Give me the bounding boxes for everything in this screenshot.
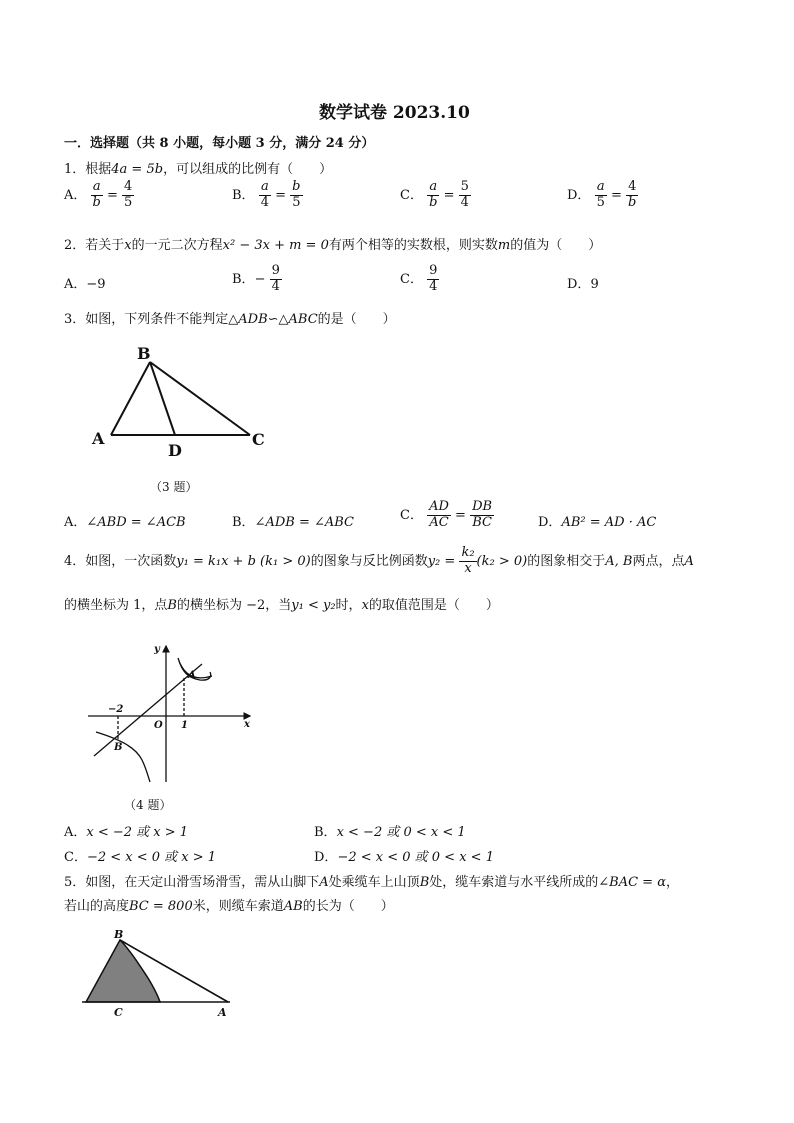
q3-similarity: △ADB∽△ABC — [228, 312, 318, 327]
label-a: A — [188, 670, 196, 681]
label-c: C — [252, 430, 265, 449]
q1-option-a[interactable]: A． $\frac{a}{b}$ = $\frac{4}{5}$ — [64, 179, 133, 210]
q3-option-b[interactable]: B．∠ADB = ∠ABC — [232, 515, 354, 530]
label-b: B — [114, 928, 124, 941]
q4-caption: （4 题） — [124, 798, 172, 812]
fraction: $\frac{a}{b}$ — [429, 179, 438, 210]
fraction: $\frac{AD}{AC}$ — [429, 499, 449, 530]
q1-option-b[interactable]: B． $\frac{a}{4}$ = $\frac{b}{5}$ — [232, 179, 301, 210]
segment-bc — [150, 362, 250, 435]
q1-option-d[interactable]: D． $\frac{a}{5}$ = $\frac{4}{b}$ — [567, 179, 637, 210]
q3-option-c[interactable]: C． $\frac{AD}{AC}$ = $\frac{DB}{BC}$ — [400, 499, 493, 530]
q2-option-d[interactable]: D．9 — [567, 277, 599, 292]
q2-option-a[interactable]: A．−9 — [64, 277, 106, 292]
option-label: A． — [64, 187, 87, 203]
q2-equation: x² − 3x + m = 0 — [222, 238, 329, 253]
q4-option-c[interactable]: C．−2 < x < 0 或 x > 1 — [64, 850, 217, 865]
label-origin: O — [154, 720, 163, 731]
q4-option-b[interactable]: B．x < −2 或 0 < x < 1 — [314, 825, 466, 840]
q1-expression: 4a = 5b — [111, 162, 164, 177]
label-c: C — [114, 1006, 123, 1019]
question-3: 3．如图，下列条件不能判定△ADB∽△ABC的是（ ） — [64, 312, 396, 327]
label-x: x — [244, 719, 250, 730]
label-a: A — [92, 429, 105, 448]
fraction: $\frac{a}{4}$ — [260, 179, 269, 210]
fraction: $\frac{4}{5}$ — [124, 179, 133, 210]
label-y: y — [154, 644, 160, 655]
q3-option-d[interactable]: D．AB² = AD · AC — [538, 515, 657, 530]
fraction: $\frac{9}{4}$ — [429, 263, 438, 294]
mountain-shape — [86, 940, 160, 1002]
q5-angle: ∠BAC = α — [598, 875, 666, 890]
fraction: $\frac{5}{4}$ — [460, 179, 469, 210]
q5-height: BC = 800 — [129, 899, 193, 914]
label-b: B — [137, 344, 151, 363]
q1-suffix: ，可以组成的比例有（ ） — [163, 162, 333, 177]
q5-mountain-figure — [78, 928, 248, 1020]
q1-prefix: 1．根据 — [64, 162, 112, 177]
question-4-line1: 4．如图，一次函数y₁ = k₁x + b (k₁ > 0)的图象与反比例函数y₂ = $\frac{\text{k₂}}{x}$ (k₂ > 0)的图象相交于A, B两点，点A — [64, 545, 694, 576]
q2-option-b[interactable]: B．− $\frac{9}{4}$ — [232, 263, 280, 294]
label-d: D — [168, 441, 182, 460]
fraction: $\frac{b}{5}$ — [292, 179, 301, 210]
fraction: $\frac{a}{b}$ — [92, 179, 101, 210]
q4-option-a[interactable]: A．x < −2 或 x > 1 — [64, 825, 189, 840]
q3-triangle-figure — [84, 338, 284, 468]
q2-option-c[interactable]: C． $\frac{9}{4}$ — [400, 263, 438, 294]
fraction: $\frac{a}{5}$ — [596, 179, 605, 210]
fraction: $\frac{4}{b}$ — [628, 179, 637, 210]
q4-condition: y₁ < y₂ — [291, 598, 336, 613]
option-label: C． — [400, 187, 423, 203]
fraction: $\frac{DB}{BC}$ — [472, 499, 493, 530]
q4-linear-function: y₁ = k₁x + b (k₁ > 0) — [176, 553, 311, 569]
q3-caption: （3 题） — [150, 480, 198, 494]
option-label: B． — [232, 187, 255, 203]
question-5-line2: 若山的高度BC = 800米，则缆车索道AB的长为（ ） — [64, 899, 394, 914]
q3-option-a[interactable]: A．∠ABD = ∠ACB — [64, 515, 186, 530]
fraction: $\frac{\text{k₂}}{x}$ — [461, 545, 475, 576]
fraction: $\frac{9}{4}$ — [271, 263, 280, 294]
section-header: 一．选择题（共 8 小题，每小题 3 分，满分 24 分） — [64, 136, 375, 151]
question-1 — [64, 158, 332, 177]
label-neg2: −2 — [108, 704, 124, 715]
label-b: B — [114, 742, 123, 753]
hyperbola-branch-left — [96, 732, 150, 782]
option-label: D． — [567, 187, 591, 203]
segment-bd — [150, 362, 175, 435]
segment-ab — [111, 362, 150, 435]
question-4-line2: 的横坐标为 1，点B的横坐标为 −2，当y₁ < y₂时，x的取值范围是（ ） — [64, 598, 499, 613]
label-a: A — [218, 1006, 227, 1019]
page-title: 数学试卷 2023.10 — [319, 103, 470, 123]
q4-function-graph — [82, 636, 262, 786]
question-2: 2．若关于x的一元二次方程x² − 3x + m = 0有两个相等的实数根，则实数m的值为（ ） — [64, 238, 602, 253]
question-5-line1: 5．如图，在天定山滑雪场滑雪，需从山脚下A处乘缆车上山顶B处，缆车索道与水平线所成的∠BAC = α， — [64, 875, 679, 890]
q4-option-d[interactable]: D．−2 < x < 0 或 0 < x < 1 — [314, 850, 494, 865]
q1-option-c[interactable]: C． $\frac{a}{b}$ = $\frac{5}{4}$ — [400, 179, 469, 210]
label-one: 1 — [181, 720, 188, 731]
